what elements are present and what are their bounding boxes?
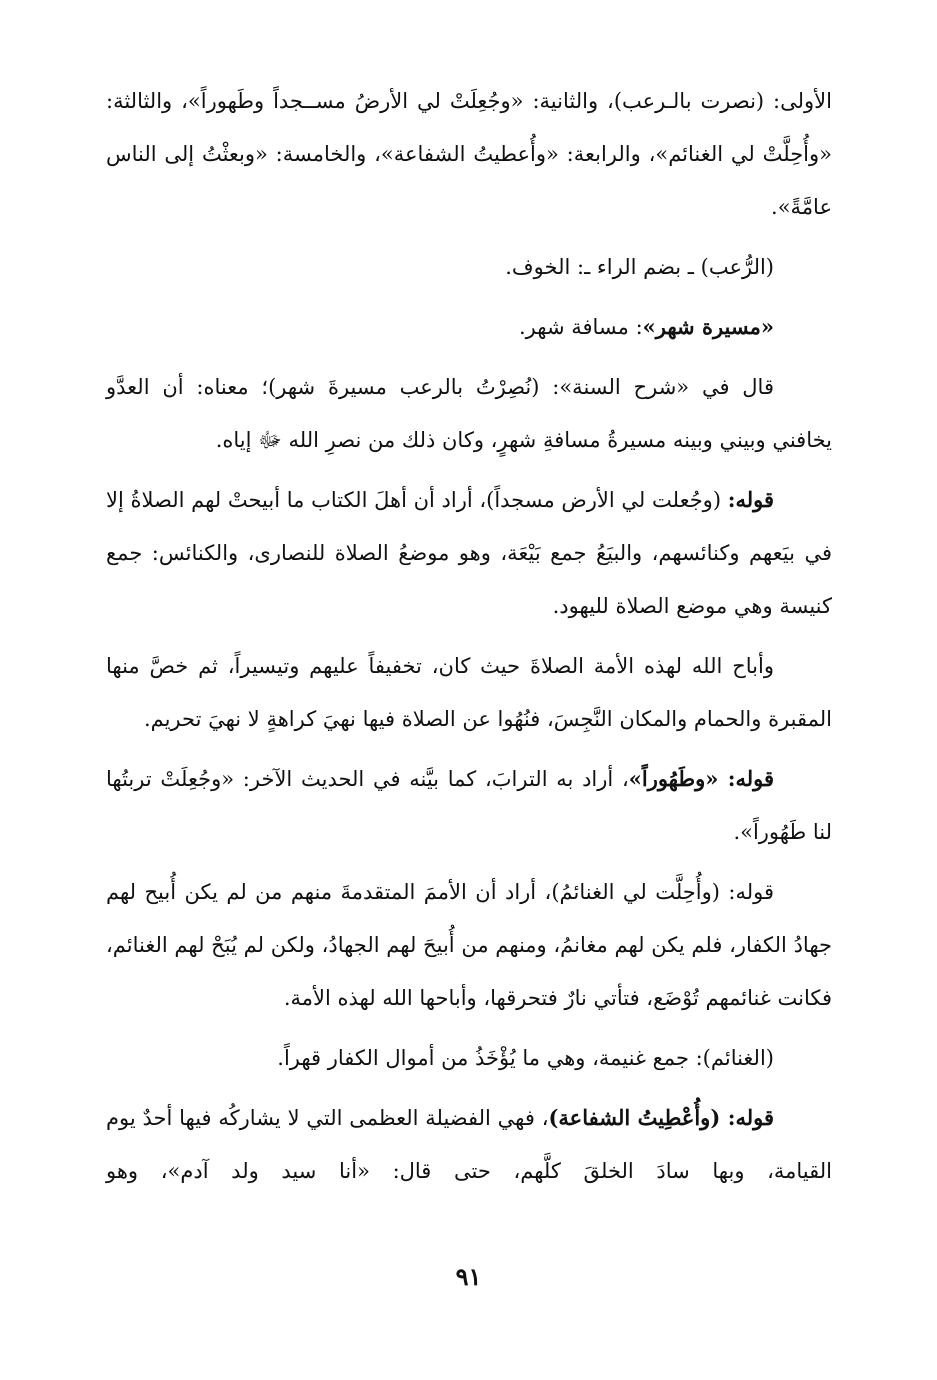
paragraph-6-text: وأباح الله لهذه الأمة الصلاةَ حيث كان، تخفيفاً عليهم وتيسيراً، ثم خصَّ منها المقبرة والحمام والمكان النَّجِسَ، فنُهُوا عن الصلاة فيها نهيَ كراهةٍ لا نهيَ تحريم.	[106, 654, 832, 731]
paragraph-8-text: قوله: (وأُحِلَّت لي الغنائمُ)، أراد أن الأممَ المتقدمةَ منهم من لم يكن أُبيح لهم جهادُ الكفار، فلم يكن لهم مغانمُ، ومنهم من أُبيحَ لهم الجهادُ، ولكن لم يُبَحْ لهم الغنائم، فكانت غنائمهم تُوْضَع، فتأتي نارٌ فتحرقها، وأباحها الله لهذه الأمة.	[106, 880, 832, 1010]
paragraph-2-text: (الرُّعب) ـ بضم الراء ـ: الخوف.	[505, 255, 774, 279]
paragraph-3-lead: «مسيرة شهر»	[642, 314, 774, 339]
paragraph-5-lead: قوله:	[727, 487, 774, 512]
paragraph-4	[106, 360, 832, 467]
paragraph-9-text: (الغنائم): جمع غنيمة، وهي ما يُؤْخَذُ من أموال الكفار قهراً.	[277, 1046, 774, 1070]
paragraph-10-text: ، فهي الفضيلة العظمى التي لا يشاركُه فيها أحدٌ يوم القيامة، وبها سادَ الخلقَ كلَّهم، حتى قال: «أنا سيد ولد آدم»، وهو	[106, 1106, 832, 1183]
paragraph-6	[106, 639, 832, 746]
paragraph-3-text: : مسافة شهر.	[519, 315, 643, 339]
paragraph-3	[106, 300, 832, 354]
paragraph-7-text: ، أراد به الترابَ، كما بيَّنه في الحديث الآخر: «وجُعِلَتْ تربتُها لنا طَهُوراً».	[106, 767, 832, 844]
paragraph-10-lead: قوله: (وأُعْطِيتُ الشفاعة)	[548, 1105, 774, 1130]
paragraph-2	[106, 240, 832, 294]
body-text	[106, 74, 832, 1204]
paragraph-5-text: (وجُعلت لي الأرض مسجداً)، أراد أن أهلَ الكتاب ما أبيحتْ لهم الصلاةُ إلا في بيَعهم وكنائسهم، والبيَعُ جمع بَيْعَة، وهو موضعُ الصلاة للنصارى، والكنائس: جمع كنيسة وهي موضع الصلاة لليهود.	[106, 488, 832, 618]
paragraph-1	[106, 74, 832, 234]
paragraph-10	[106, 1091, 832, 1198]
paragraph-7	[106, 752, 832, 859]
paragraph-5	[106, 473, 832, 633]
paragraph-9	[106, 1031, 832, 1085]
paragraph-7-lead: قوله: «وطَهُوراً»	[628, 766, 774, 791]
paragraph-4-text: قال في «شرح السنة»: (نُصِرْتُ بالرعب مسيرةَ شهر)؛ معناه: أن العدَّو يخافني وبيني وبينه مسيرةُ مسافةِ شهرٍ، وكان ذلك من نصرِ الله ﷻ إياه.	[106, 375, 832, 452]
paragraph-1-text: الأولى: (نصرت بالـرعب)، والثانية: «وجُعِلَتْ لي الأرضُ مســجداً وطَهوراً»، والثالثة: «وأُحِلَّتْ لي الغنائم»، والرابعة: «وأُعطيتُ الشفاعة»، والخامسة: «وبعثْتُ إلى الناس عامَّةً».	[106, 89, 832, 219]
page-number: ٩١	[455, 1262, 482, 1291]
paragraph-8	[106, 865, 832, 1025]
